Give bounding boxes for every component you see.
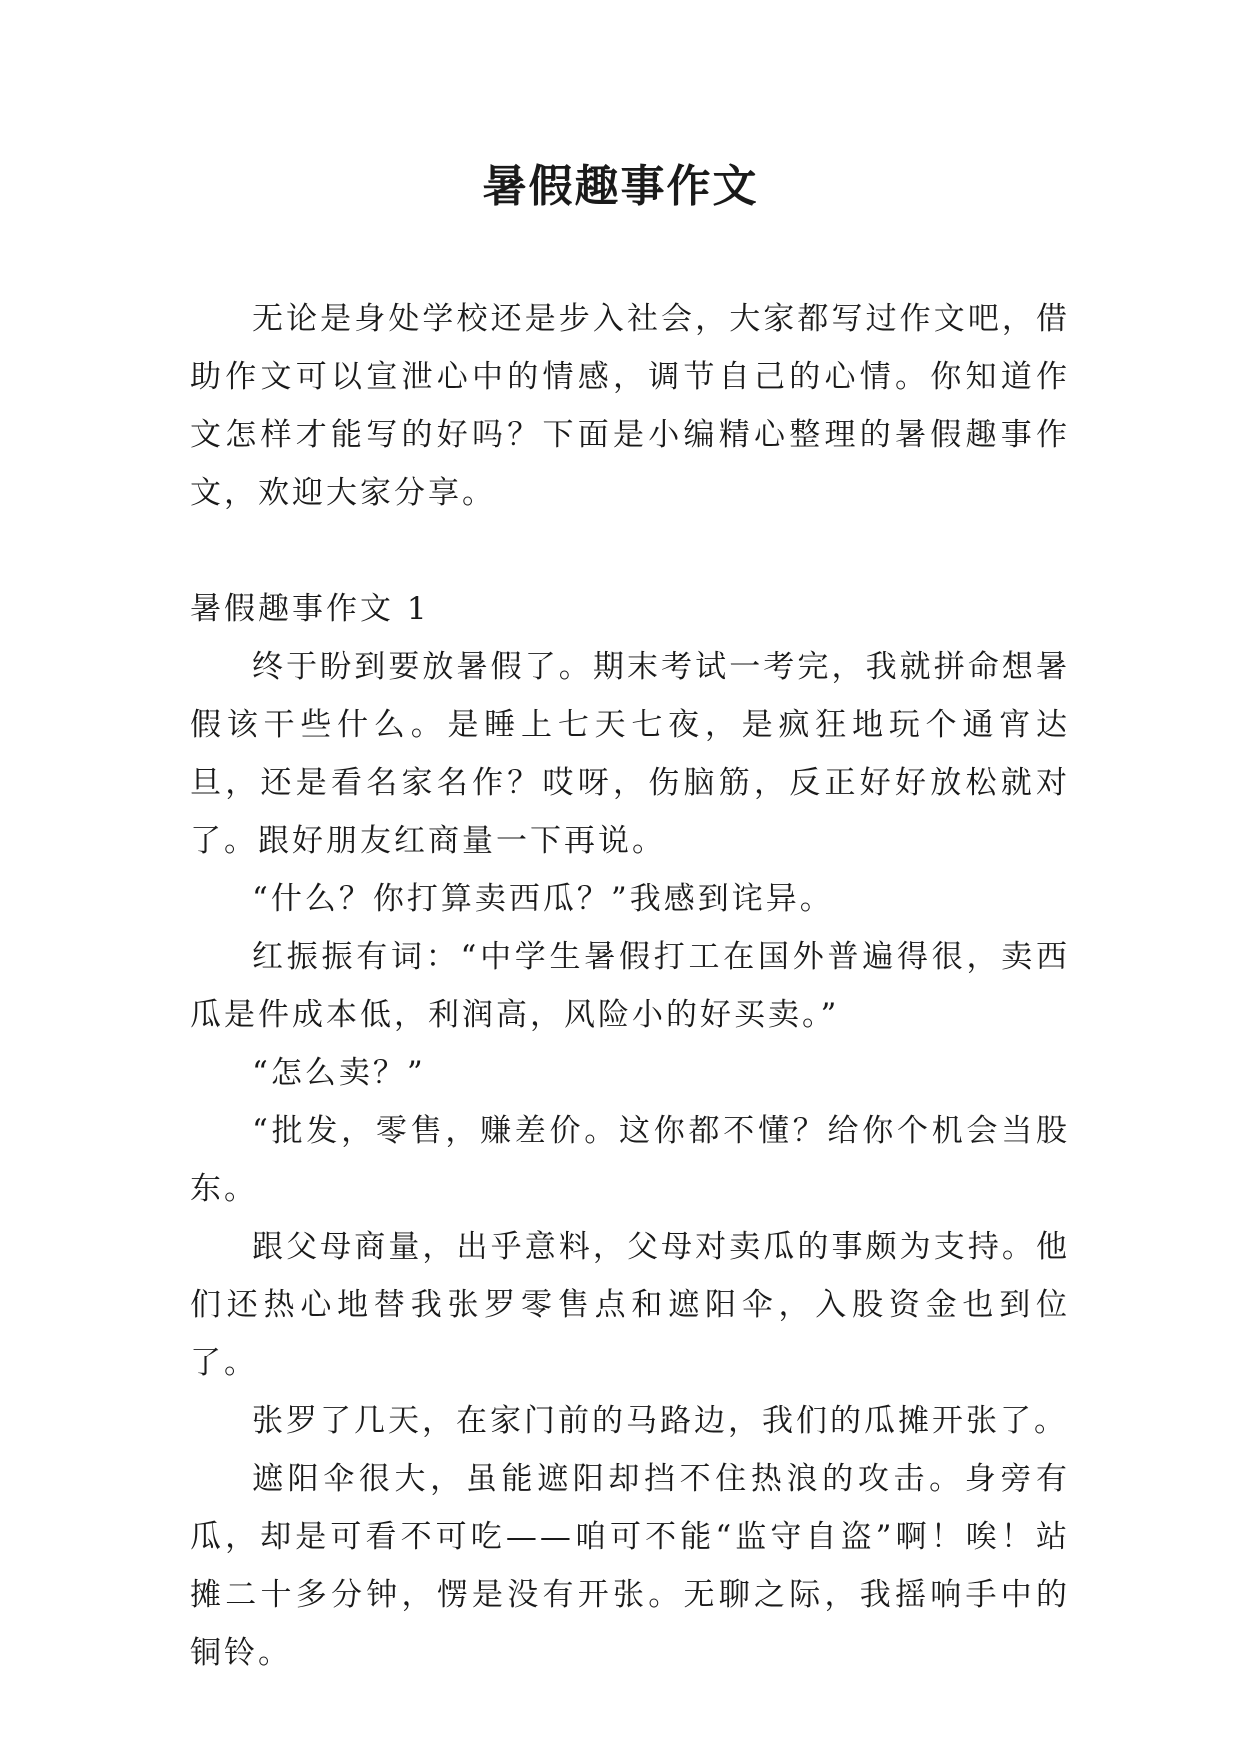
- body-paragraph: 红振振有词：“中学生暑假打工在国外普遍得很，卖西瓜是件成本低，利润高，风险小的好买卖。”: [190, 939, 1070, 1033]
- body-paragraph: 张罗了几天，在家门前的马路边，我们的瓜摊开张了。: [252, 1403, 1068, 1439]
- intro-paragraph: 无论是身处学校还是步入社会，大家都写过作文吧，借助作文可以宣泄心中的情感，调节自己的心情。你知道作文怎样才能写的好吗？下面是小编精心整理的暑假趣事作文，欢迎大家分享。: [190, 301, 1070, 511]
- body-paragraph: “批发，零售，赚差价。这你都不懂？给你个机会当股东。: [190, 1113, 1070, 1207]
- document-title: 暑假趣事作文: [482, 161, 759, 212]
- document-body: [190, 290, 1070, 1682]
- body-paragraph: 跟父母商量，出乎意料，父母对卖瓜的事颇为支持。他们还热心地替我张罗零售点和遮阳伞，入股资金也到位了。: [190, 1229, 1070, 1381]
- body-paragraph: “怎么卖？”: [252, 1055, 426, 1091]
- section-heading: 暑假趣事作文 1: [190, 591, 430, 627]
- body-paragraph: 终于盼到要放暑假了。期末考试一考完，我就拼命想暑假该干些什么。是睡上七天七夜，是疯狂地玩个通宵达旦，还是看名家名作？哎呀，伤脑筋，反正好好放松就对了。跟好朋友红商量一下再说。: [190, 649, 1070, 859]
- body-paragraph: 遮阳伞很大，虽能遮阳却挡不住热浪的攻击。身旁有瓜，却是可看不可吃——咱可不能“监守自盗”啊！唉！站摊二十多分钟，愣是没有开张。无聊之际，我摇响手中的铜铃。: [190, 1461, 1070, 1671]
- body-paragraph: “什么？你打算卖西瓜？”我感到诧异。: [252, 881, 834, 917]
